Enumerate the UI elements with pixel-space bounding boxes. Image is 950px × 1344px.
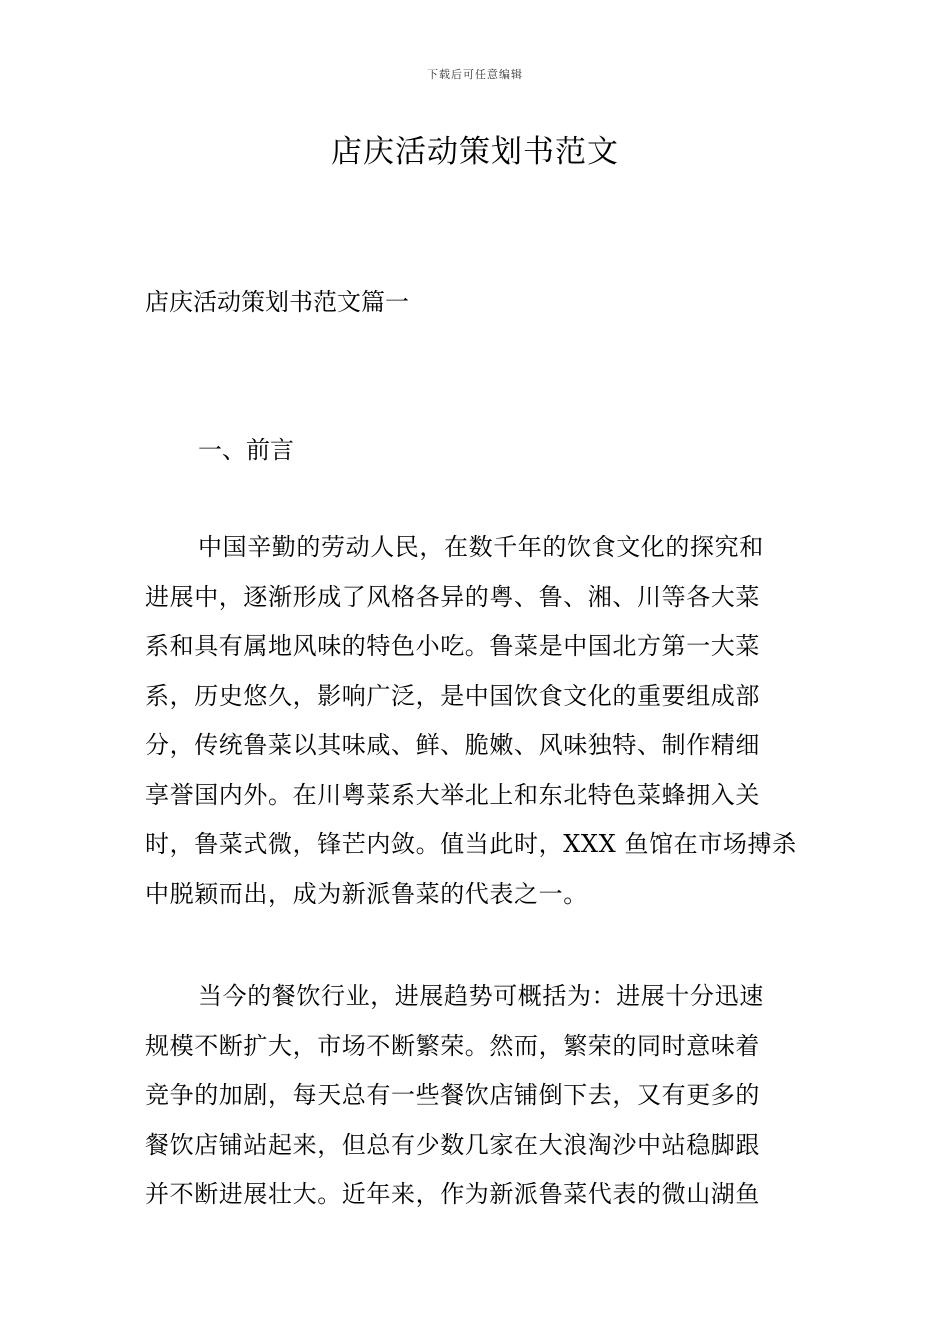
- paragraph-line: 系，历史悠久，影响广泛，是中国饮食文化的重要组成部: [145, 681, 760, 710]
- paragraph-line: 进展中，逐渐形成了风格各异的粤、鲁、湘、川等各大菜: [145, 582, 760, 611]
- section-heading-preface: 一、前言: [198, 436, 294, 464]
- paragraph-2: [145, 972, 805, 1220]
- paragraph-line: 竞争的加剧，每天总有一些餐饮店铺倒下去，又有更多的: [145, 1081, 760, 1109]
- paragraph-line: 分，传统鲁菜以其味咸、鲜、脆嫩、风味独特、制作精细: [145, 731, 760, 759]
- paragraph-line: 规模不断扩大，市场不断繁荣。然而，繁荣的同时意味着: [145, 1031, 760, 1060]
- paragraph-line: 当今的餐饮行业，进展趋势可概括为：进展十分迅速: [198, 982, 764, 1010]
- paragraph-line: 中脱颖而出，成为新派鲁菜的代表之一。: [145, 879, 588, 908]
- paragraph-line: 系和具有属地风味的特色小吃。鲁菜是中国北方第一大菜: [145, 632, 760, 660]
- header-note: 下载后可任意编辑: [427, 68, 523, 81]
- paragraph-line: 中国辛勤的劳动人民，在数千年的饮食文化的探究和: [198, 533, 764, 561]
- paragraph-line: 并不断进展壮大。近年来，作为新派鲁菜代表的微山湖鱼: [145, 1180, 760, 1208]
- paragraph-1: [145, 523, 805, 919]
- paragraph-line: 餐饮店铺站起来，但总有少数几家在大浪淘沙中站稳脚跟: [145, 1130, 760, 1159]
- paragraph-line: 享誉国内外。在川粤菜系大举北上和东北特色菜蜂拥入关: [145, 780, 760, 809]
- document-title: 店庆活动策划书范文: [331, 134, 619, 170]
- paragraph-line: 时，鲁菜式微，锋芒内敛。值当此时，XXX 鱼馆在市场搏杀: [145, 830, 797, 858]
- document-subtitle: 店庆活动策划书范文篇一: [145, 288, 409, 316]
